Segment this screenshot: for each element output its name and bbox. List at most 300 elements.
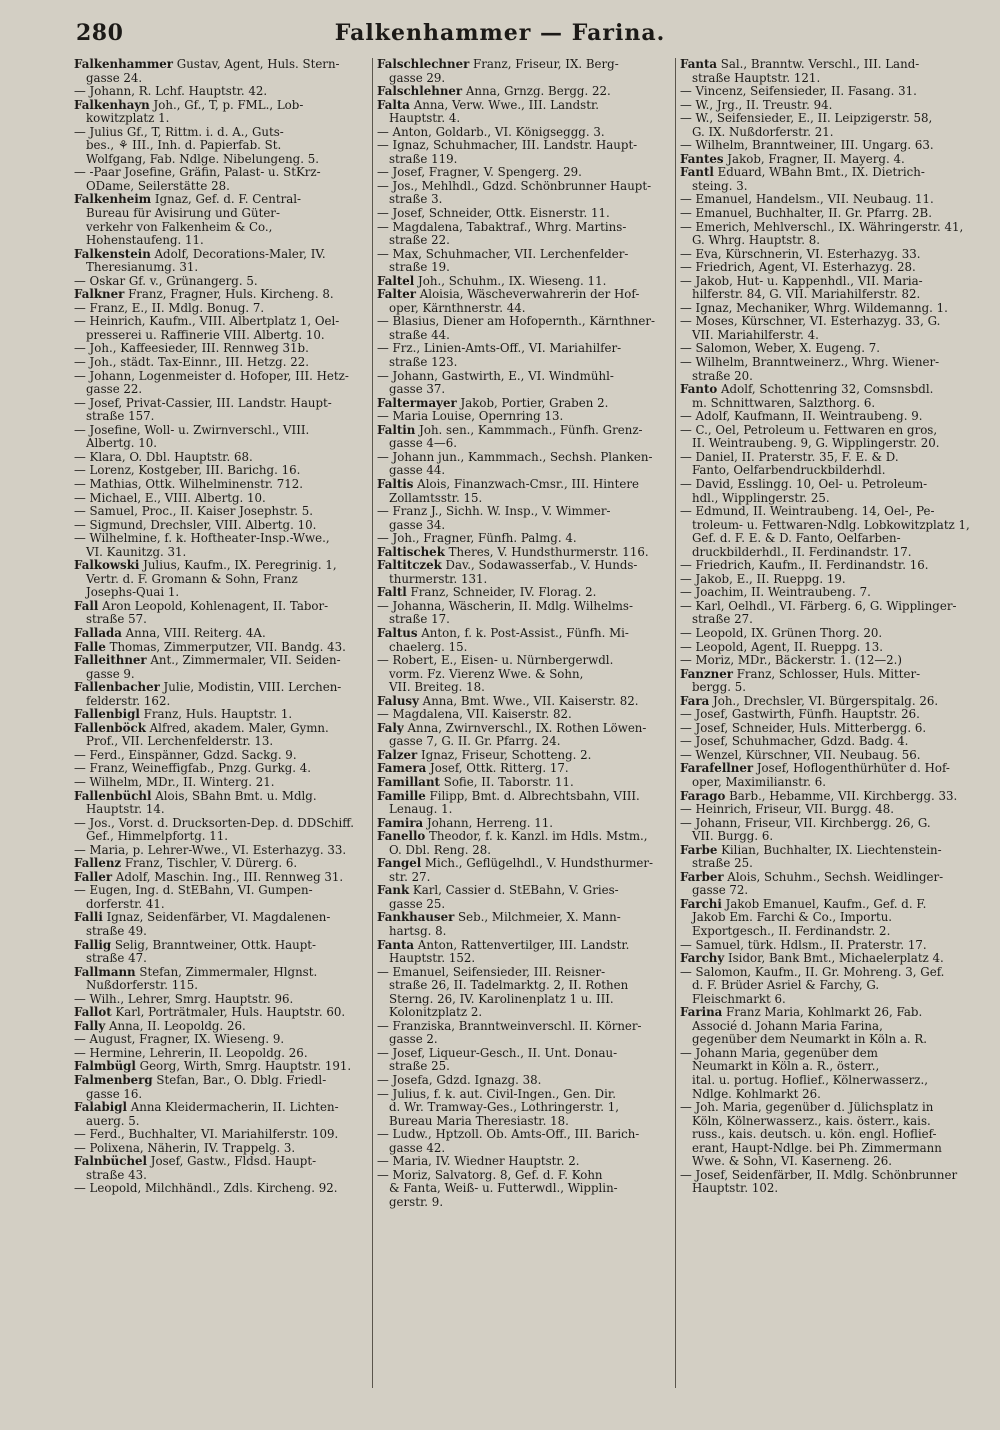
entry-continuation: Bureau für Avisirung und Güter- — [86, 207, 280, 221]
directory-entry — [74, 1182, 368, 1196]
directory-entry — [74, 762, 368, 776]
entry-line: — Hermine, Lehrerin, II. Leopoldg. 26. — [74, 1046, 308, 1060]
entry-line: — Jos., Mehlhdl., Gdzd. Schönbrunner Haupt- — [377, 179, 652, 193]
entry-line: Fantl Eduard, WBahn Bmt., IX. Dietrich- — [680, 166, 925, 180]
entry-continuation: Prof., VII. Lerchenfelderstr. 13. — [86, 735, 274, 749]
directory-entry — [377, 370, 671, 397]
entry-line: Falkenhayn Joh., Gf., T, p. FML., Lob- — [74, 98, 304, 112]
entry-continuation: Theresianumg. 31. — [86, 261, 199, 275]
directory-entry — [74, 126, 368, 167]
entry-line: Fank Karl, Cassier d. StEBahn, V. Gries- — [377, 884, 619, 898]
directory-entry — [74, 654, 368, 681]
entry-line: — Josef, Gastwirth, Fünfh. Hauptstr. 26. — [680, 708, 920, 722]
directory-entry — [377, 749, 671, 763]
directory-entry — [377, 166, 671, 180]
entry-line: — -Paar Josefine, Gräfin, Palast- u. StKrz- — [74, 166, 321, 180]
directory-entry — [377, 1074, 671, 1088]
entry-line: — Edmund, II. Weintraubeng. 14, Oel-, Pe- — [680, 505, 935, 519]
entry-continuation: d. Wr. Tramway-Ges., Lothringerstr. 1, — [389, 1101, 620, 1115]
entry-line: — Joh., städt. Tax-Einnr., III. Hetzg. 22. — [74, 356, 309, 370]
directory-entry — [74, 966, 368, 993]
entry-line: Faltus Anton, f. k. Post-Assist., Fünfh. Mi- — [377, 626, 629, 640]
directory-entry — [680, 1047, 978, 1101]
entry-continuation: hartsg. 8. — [389, 925, 447, 938]
entry-line: — Eva, Kürschnerin, VI. Esterhazyg. 33. — [680, 247, 921, 261]
entry-continuation: vorm. Fz. Vierenz Wwe. & Sohn, — [389, 667, 584, 681]
entry-line: — Heinrich, Kaufm., VIII. Albertplatz 1, Oel- — [74, 315, 340, 329]
entry-continuation: Fanto, Oelfarbendruckbilderhdl. — [692, 464, 886, 478]
directory-entry — [74, 519, 368, 533]
entry-continuation: straße 27. — [692, 613, 753, 627]
entry-continuation: Gef., Himmelpfortg. 11. — [86, 830, 229, 844]
directory-entry — [680, 478, 978, 505]
directory-entry — [680, 735, 978, 749]
entry-line: — Max, Schuhmacher, VII. Lerchenfelder- — [377, 247, 629, 261]
entry-continuation: gasse 4—6. — [389, 437, 457, 451]
entry-line: — Samuel, Proc., II. Kaiser Josephstr. 5. — [74, 505, 314, 519]
entry-continuation: Zollamtsstr. 15. — [389, 491, 483, 505]
directory-entry — [680, 641, 978, 655]
entry-continuation: dorferstr. 41. — [86, 897, 165, 911]
directory-entry — [74, 790, 368, 817]
directory-entry — [74, 193, 368, 247]
directory-entry — [377, 857, 671, 884]
entry-line: Fallot Karl, Porträtmaler, Huls. Hauptstr. 60. — [74, 1006, 346, 1020]
directory-entry — [74, 1033, 368, 1047]
directory-entry — [680, 356, 978, 383]
directory-entry — [74, 884, 368, 911]
directory-entry — [377, 654, 671, 695]
directory-entry — [74, 397, 368, 424]
entry-line: Faltel Joh., Schuhm., IX. Wieseng. 11. — [377, 274, 607, 288]
directory-entry — [680, 600, 978, 627]
entry-line: — W., Jrg., II. Treustr. 94. — [680, 98, 833, 112]
entry-continuation: Fleischmarkt 6. — [692, 992, 786, 1006]
entry-line: Fallenbacher Julie, Modistin, VIII. Lerchen- — [74, 681, 342, 695]
entry-line: — Johann Maria, gegenüber dem — [680, 1046, 878, 1060]
directory-entry — [74, 708, 368, 722]
entry-line: — Josef, Privat-Cassier, III. Landstr. Haupt- — [74, 396, 332, 410]
entry-continuation: straße 22. — [389, 234, 450, 248]
entry-line: — Maria Louise, Opernring 13. — [377, 410, 564, 424]
directory-entry — [680, 166, 978, 193]
entry-line: Falkenheim Ignaz, Gef. d. F. Central- — [74, 193, 302, 207]
entry-line: Fallenz Franz, Tischler, V. Dürerg. 6. — [74, 857, 298, 871]
entry-continuation: gasse 29. — [389, 71, 446, 85]
directory-entry — [74, 505, 368, 519]
entry-line: Fanzner Franz, Schlosser, Huls. Mitter- — [680, 667, 921, 681]
directory-entry — [377, 139, 671, 166]
entry-line: — Emanuel, Buchhalter, II. Gr. Pfarrg. 2B. — [680, 207, 932, 221]
entry-continuation: Wwe. & Sohn, VI. Kaserneng. 26. — [692, 1155, 893, 1169]
directory-entry — [680, 762, 978, 789]
directory-entry — [377, 85, 671, 99]
entry-line: — Emerich, Mehlverschl., IX. Währingerstr. 41, — [680, 220, 964, 234]
directory-entry — [680, 85, 978, 99]
entry-line: Faltitczek Dav., Sodawasserfab., V. Hunds- — [377, 559, 638, 573]
entry-continuation: auerg. 5. — [86, 1114, 140, 1128]
directory-entry — [680, 193, 978, 207]
directory-entry — [377, 586, 671, 600]
directory-entry — [680, 261, 978, 275]
directory-entry — [74, 315, 368, 342]
entry-continuation: presserei u. Raffinerie VIII. Albertg. 10. — [86, 328, 325, 342]
entry-line: — Franz J., Sichh. W. Insp., V. Wimmer- — [377, 505, 611, 519]
entry-line: — Ludw., Hptzoll. Ob. Amts-Off., III. Barich- — [377, 1128, 640, 1142]
directory-entry — [680, 573, 978, 587]
directory-entry — [377, 1088, 671, 1129]
directory-entry — [74, 681, 368, 708]
entry-line: Famira Johann, Herreng. 11. — [377, 816, 554, 830]
directory-entry — [377, 627, 671, 654]
entry-line: — Robert, E., Eisen- u. Nürnbergerwdl. — [377, 654, 614, 668]
directory-entry — [680, 586, 978, 600]
directory-entry — [680, 1169, 978, 1196]
directory-entry — [680, 952, 978, 966]
entry-continuation: VII. Burgg. 6. — [692, 830, 774, 844]
directory-entry — [377, 99, 671, 126]
entry-continuation: straße 25. — [389, 1060, 450, 1074]
directory-entry — [680, 410, 978, 424]
directory-entry — [74, 275, 368, 289]
entry-line: — Wilhelmine, f. k. Hoftheater-Insp.-Wwe., — [74, 532, 330, 546]
entry-line: — Jakob, E., II. Rueppg. 19. — [680, 572, 846, 586]
entry-continuation: Associé d. Johann Maria Farina, — [692, 1019, 883, 1033]
entry-continuation: straße 157. — [86, 410, 155, 424]
entry-continuation: chaelerg. 15. — [389, 640, 468, 654]
directory-entry — [377, 708, 671, 722]
directory-entry — [680, 153, 978, 167]
entry-continuation: steing. 3. — [692, 179, 748, 193]
entry-line: — David, Esslingg. 10, Oel- u. Petroleum- — [680, 477, 928, 491]
directory-entry — [74, 817, 368, 844]
entry-line: — Joachim, II. Weintraubeng. 7. — [680, 586, 871, 600]
directory-entry — [74, 559, 368, 600]
entry-continuation: II. Weintraubeng. 9, G. Wipplingerstr. 20. — [692, 437, 940, 451]
directory-entry — [377, 776, 671, 790]
directory-entry — [377, 207, 671, 221]
directory-entry — [680, 342, 978, 356]
directory-entry — [74, 641, 368, 655]
directory-entry — [74, 478, 368, 492]
entry-line: Famera Josef, Ottk. Ritterg. 17. — [377, 762, 569, 776]
entry-line: — Magdalena, Tabaktraf., Whrg. Martins- — [377, 220, 627, 234]
directory-entry — [377, 830, 671, 857]
entry-continuation: straße 20. — [692, 369, 753, 383]
entry-line: Fangel Mich., Geflügelhdl., V. Hundsthurmer- — [377, 857, 654, 871]
entry-continuation: gasse 42. — [389, 1141, 446, 1155]
entry-line: Fankhauser Seb., Milchmeier, X. Mann- — [377, 911, 621, 925]
entry-continuation: straße 123. — [389, 356, 458, 370]
entry-line: — Joh. Maria, gegenüber d. Jülichsplatz in — [680, 1101, 934, 1115]
entry-continuation: O. Dbl. Reng. 28. — [389, 843, 492, 857]
entry-line: Famille Filipp, Bmt. d. Albrechtsbahn, VIII. — [377, 789, 640, 803]
directory-entry — [680, 898, 978, 939]
entry-line: — Moriz, MDr., Bäckerstr. 1. (12—2.) — [680, 654, 902, 668]
entry-line: — Salomon, Weber, X. Eugeng. 7. — [680, 342, 880, 356]
entry-line: — C., Oel, Petroleum u. Fettwaren en gros, — [680, 423, 938, 437]
entry-continuation: russ., kais. deutsch. u. kön. engl. Hoflief- — [692, 1128, 937, 1142]
entry-continuation: straße 119. — [389, 152, 458, 166]
directory-entry — [74, 342, 368, 356]
entry-line: Fanta Sal., Branntw. Verschl., III. Land- — [680, 58, 920, 71]
column-rule — [372, 58, 373, 1388]
entry-continuation: straße 19. — [389, 261, 450, 275]
entry-line: Fara Joh., Drechsler, VI. Bürgerspitalg. 26. — [680, 694, 939, 708]
entry-line: — Wilh., Lehrer, Smrg. Hauptstr. 96. — [74, 992, 294, 1006]
entry-line: Faltl Franz, Schneider, IV. Florag. 2. — [377, 586, 597, 600]
directory-entry — [74, 749, 368, 763]
entry-continuation: gasse 44. — [389, 464, 446, 478]
entry-continuation: Hauptstr. 102. — [692, 1182, 779, 1196]
entry-continuation: hilferstr. 84, G. VII. Mariahilferstr. 82. — [692, 288, 921, 302]
entry-line: — Anton, Goldarb., VI. Königseggg. 3. — [377, 125, 605, 139]
directory-entry — [680, 248, 978, 262]
directory-columns — [74, 58, 978, 1418]
entry-line: — Josefine, Woll- u. Zwirnverschl., VIII. — [74, 423, 310, 437]
entry-line: — Ignaz, Mechaniker, Whrg. Wildemanng. 1. — [680, 301, 948, 315]
directory-entry — [680, 383, 978, 410]
entry-line: — Daniel, II. Praterstr. 35, F. E. & D. — [680, 450, 899, 464]
directory-entry — [377, 939, 671, 966]
entry-line: — Maria, p. Lehrer-Wwe., VI. Esterhazyg. 33. — [74, 843, 347, 857]
directory-entry — [377, 1169, 671, 1210]
entry-line: Falle Thomas, Zimmerputzer, VII. Bandg. 43. — [74, 640, 346, 654]
entry-line: Farchy Isidor, Bank Bmt., Michaelerplatz 4. — [680, 952, 944, 966]
entry-line: Fantes Jakob, Fragner, II. Mayerg. 4. — [680, 152, 905, 166]
directory-entry — [680, 451, 978, 478]
directory-entry — [680, 1101, 978, 1169]
entry-line: Farbe Kilian, Buchhalter, IX. Liechtenstein- — [680, 843, 942, 857]
entry-line: Falschlehner Anna, Grnzg. Bergg. 22. — [377, 85, 611, 99]
entry-continuation: Nußdorferstr. 115. — [86, 979, 198, 993]
entry-continuation: Albertg. 10. — [86, 437, 158, 451]
entry-line: — Joh., Fragner, Fünfh. Palmg. 4. — [377, 532, 577, 546]
directory-entry — [377, 966, 671, 1020]
entry-continuation: & Fanta, Weiß- u. Futterwdl., Wipplin- — [389, 1182, 618, 1196]
directory-entry — [74, 939, 368, 966]
entry-continuation: verkehr von Falkenheim & Co., — [86, 220, 273, 234]
directory-entry — [74, 492, 368, 506]
entry-line: Farago Barb., Hebamme, VII. Kirchbergg. 33. — [680, 789, 958, 803]
entry-line: Falli Ignaz, Seidenfärber, VI. Magdalenen- — [74, 911, 331, 925]
directory-entry — [680, 559, 978, 573]
entry-line: Faltin Joh. sen., Kammmach., Fünfh. Grenz- — [377, 423, 643, 437]
entry-line: — Salomon, Kaufm., II. Gr. Mohreng. 3, Gef. — [680, 965, 945, 979]
entry-line: — Oskar Gf. v., Grünangerg. 5. — [74, 274, 258, 288]
directory-entry — [680, 505, 978, 559]
entry-line: — Johanna, Wäscherin, II. Mdlg. Wilhelms- — [377, 599, 633, 613]
directory-entry — [377, 532, 671, 546]
directory-entry — [680, 58, 978, 85]
entry-line: Fallenböck Alfred, akadem. Maler, Gymn. — [74, 721, 329, 735]
entry-continuation: str. 27. — [389, 870, 431, 884]
directory-entry — [680, 1006, 978, 1047]
directory-entry — [74, 58, 368, 85]
entry-line: — Josef, Schneider, Huls. Mitterbergg. 6. — [680, 721, 927, 735]
directory-entry — [680, 207, 978, 221]
directory-entry — [680, 790, 978, 804]
directory-entry — [680, 966, 978, 1007]
entry-continuation: gasse 16. — [86, 1087, 143, 1101]
entry-continuation: Sterng. 26, IV. Karolinenplatz 1 u. III. — [389, 992, 614, 1006]
directory-entry — [74, 248, 368, 275]
directory-entry — [680, 112, 978, 139]
entry-continuation: Neumarkt in Köln a. R., österr., — [692, 1060, 880, 1074]
entry-line: — Jakob, Hut- u. Kappenhdl., VII. Maria- — [680, 274, 923, 288]
directory-entry — [377, 600, 671, 627]
entry-line: — Josef, Schuhmacher, Gdzd. Badg. 4. — [680, 735, 909, 749]
entry-line: — Moriz, Salvatorg. 8, Gef. d. F. Kohn — [377, 1168, 603, 1182]
entry-continuation: Köln, Kölnerwasserz., kais. österr., kais. — [692, 1114, 931, 1128]
directory-entry — [680, 817, 978, 844]
directory-entry — [377, 911, 671, 938]
entry-continuation: straße 17. — [389, 613, 450, 627]
entry-line: — Johann, Logenmeister d. Hofoper, III. Hetz- — [74, 369, 349, 383]
directory-entry — [377, 221, 671, 248]
entry-continuation: VII. Mariahilferstr. 4. — [692, 328, 819, 342]
entry-line: — Emanuel, Seifensieder, III. Reisner- — [377, 965, 606, 979]
entry-continuation: erant, Haupt-Ndlge. bei Ph. Zimmermann — [692, 1141, 942, 1155]
directory-entry — [377, 315, 671, 342]
directory-entry — [74, 993, 368, 1007]
entry-continuation: thurmerstr. 131. — [389, 572, 488, 586]
entry-line: — Julius Gf., T, Rittm. i. d. A., Guts- — [74, 125, 284, 139]
directory-entry — [377, 126, 671, 140]
directory-entry — [74, 600, 368, 627]
entry-line: — Friedrich, Kaufm., II. Ferdinandstr. 16. — [680, 559, 929, 573]
directory-entry — [377, 1128, 671, 1155]
entry-line: — Johann, R. Lchf. Hauptstr. 42. — [74, 85, 268, 99]
directory-entry — [680, 695, 978, 709]
entry-line: Falkowski Julius, Kaufm., IX. Peregrinig. 1, — [74, 559, 337, 573]
entry-line: Falabigl Anna Kleidermacherin, II. Lichten- — [74, 1101, 339, 1115]
entry-line: — Johann, Friseur, VII. Kirchbergg. 26, G. — [680, 816, 931, 830]
entry-continuation: m. Schnittwaren, Salzthorg. 6. — [692, 396, 876, 410]
entry-line: — Ignaz, Schuhmacher, III. Landstr. Haupt- — [377, 139, 638, 153]
directory-entry — [74, 532, 368, 559]
entry-continuation: gasse 24. — [86, 71, 143, 85]
entry-continuation: Lenaug. 1. — [389, 803, 453, 817]
entry-line: — Friedrich, Agent, VI. Esterhazyg. 28. — [680, 261, 916, 275]
entry-line: — Karl, Oelhdl., VI. Färberg. 6, G. Wipplinger- — [680, 599, 957, 613]
page-number: 280 — [76, 20, 124, 46]
entry-line: Falkenstein Adolf, Decorations-Maler, IV. — [74, 247, 326, 261]
entry-line: — Josef, Seidenfärber, II. Mdlg. Schönbrunner — [680, 1168, 958, 1182]
entry-line: — Moses, Kürschner, VI. Esterhazyg. 33, G. — [680, 315, 941, 329]
entry-continuation: Josephs-Quai 1. — [86, 586, 180, 600]
directory-entry — [680, 654, 978, 668]
directory-entry — [377, 505, 671, 532]
directory-entry — [74, 1101, 368, 1128]
entry-continuation: Bureau Maria Theresiastr. 18. — [389, 1114, 569, 1128]
directory-entry — [74, 1142, 368, 1156]
directory-entry — [680, 221, 978, 248]
entry-line: Faly Anna, Zwirnverschl., IX. Rothen Löwen- — [377, 721, 647, 735]
directory-entry — [377, 58, 671, 85]
entry-continuation: straße 26, II. Tadelmarktg. 2, II. Rothen — [389, 979, 629, 993]
entry-continuation: straße 49. — [86, 925, 147, 938]
entry-line: Fanto Adolf, Schottenring 32, Comsnsbdl. — [680, 383, 934, 397]
entry-line: — Michael, E., VIII. Albertg. 10. — [74, 491, 266, 505]
entry-line: — August, Fragner, IX. Wieseng. 9. — [74, 1033, 285, 1047]
entry-line: Falusy Anna, Bmt. Wwe., VII. Kaiserstr. 82. — [377, 694, 639, 708]
entry-continuation: Vertr. d. F. Gromann & Sohn, Franz — [86, 572, 298, 586]
entry-continuation: Hauptstr. 152. — [389, 952, 476, 966]
entry-continuation: straße 43. — [86, 1168, 147, 1182]
entry-continuation: gasse 22. — [86, 383, 143, 397]
column-2 — [377, 58, 671, 1418]
entry-line: — Vincenz, Seifensieder, II. Fasang. 31. — [680, 85, 917, 99]
entry-line: — Johann, Gastwirth, E., VI. Windmühl- — [377, 369, 614, 383]
entry-continuation: gasse 72. — [692, 884, 749, 898]
running-head: Falkenhammer — Farina. — [334, 20, 666, 46]
directory-entry — [680, 803, 978, 817]
entry-continuation: gegenüber dem Neumarkt in Köln a. R. — [692, 1033, 928, 1047]
directory-entry — [74, 99, 368, 126]
entry-continuation: d. F. Brüder Asriel & Farchy, G. — [692, 979, 880, 993]
entry-line: — Wilhelm, MDr., II. Winterg. 21. — [74, 775, 275, 789]
entry-continuation: troleum- u. Fettwaren-Ndlg. Lobkowitzplatz 1, — [692, 518, 970, 532]
directory-entry — [680, 871, 978, 898]
entry-line: Farafellner Josef, Hoflogenthürhüter d. Hof- — [680, 762, 950, 776]
directory-entry — [680, 749, 978, 763]
directory-entry — [377, 1155, 671, 1169]
directory-entry — [377, 288, 671, 315]
column-1 — [74, 58, 368, 1418]
directory-entry — [377, 342, 671, 369]
entry-line: Faller Adolf, Maschin. Ing., III. Rennweg 31. — [74, 870, 344, 884]
entry-continuation: gasse 37. — [389, 383, 446, 397]
entry-line: Fall Aron Leopold, Kohlenagent, II. Tabor- — [74, 599, 329, 613]
directory-entry — [377, 762, 671, 776]
entry-line: — Maria, IV. Wiedner Hauptstr. 2. — [377, 1155, 580, 1169]
entry-continuation: G. IX. Nußdorferstr. 21. — [692, 125, 834, 139]
entry-continuation: gasse 7, G. II. Gr. Pfarrg. 24. — [389, 735, 561, 749]
directory-entry — [74, 857, 368, 871]
directory-entry — [377, 817, 671, 831]
entry-continuation: VI. Kaunitzg. 31. — [86, 545, 187, 559]
entry-continuation: gasse 34. — [389, 518, 446, 532]
directory-entry — [377, 275, 671, 289]
entry-line: Fallig Selig, Branntweiner, Ottk. Haupt- — [74, 938, 317, 952]
entry-line: Fanta Anton, Rattenvertilger, III. Landstr. — [377, 938, 630, 952]
directory-entry — [74, 1060, 368, 1074]
directory-entry — [680, 99, 978, 113]
directory-entry — [74, 166, 368, 193]
entry-line: Fallmann Stefan, Zimmermaler, Hlgnst. — [74, 965, 318, 979]
entry-continuation: bes., ⚘ III., Inh. d. Papierfab. St. — [86, 139, 282, 153]
directory-entry — [680, 315, 978, 342]
entry-line: Falter Aloisia, Wäscheverwahrerin der Hof- — [377, 288, 640, 302]
directory-entry — [74, 1047, 368, 1061]
entry-line: Fallenbigl Franz, Huls. Hauptstr. 1. — [74, 708, 293, 722]
entry-continuation: bergg. 5. — [692, 681, 747, 695]
entry-continuation: gerstr. 9. — [389, 1195, 444, 1209]
entry-line: — W., Seifensieder, E., II. Leipzigerstr. 58, — [680, 112, 933, 126]
entry-continuation: Hauptstr. 4. — [389, 112, 461, 126]
directory-entry — [377, 397, 671, 411]
entry-continuation: ital. u. portug. Hoflief., Kölnerwasserz., — [692, 1074, 928, 1088]
entry-continuation: gasse 9. — [86, 667, 135, 681]
directory-entry — [680, 275, 978, 302]
directory-entry — [680, 424, 978, 451]
directory-entry — [74, 464, 368, 478]
entry-line: Falmbügl Georg, Wirth, Smrg. Hauptstr. 191. — [74, 1060, 352, 1074]
directory-entry — [74, 424, 368, 451]
directory-entry — [680, 627, 978, 641]
directory-entry — [74, 627, 368, 641]
